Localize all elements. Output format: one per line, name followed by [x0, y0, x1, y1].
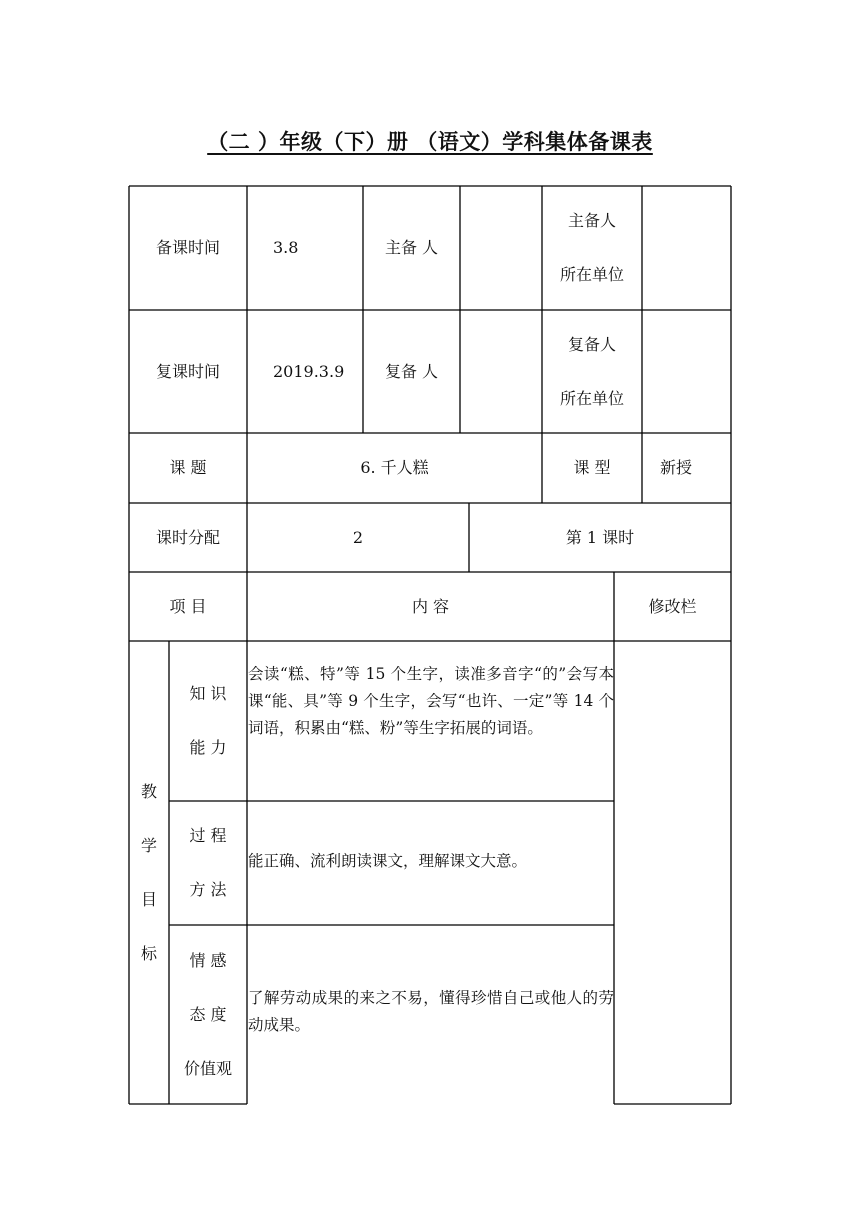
emotion-text: 了解劳动成果的来之不易，懂得珍惜自己或他人的劳动成果。	[248, 989, 614, 1034]
period-value: 第 1 课时	[565, 527, 635, 547]
review-preparer-label: 复备 人	[384, 361, 439, 381]
review-time-value: 2019.3.9	[273, 361, 345, 381]
review-unit-label-line2: 所在单位	[559, 388, 624, 408]
review-unit-label	[542, 310, 642, 433]
revision-header: 修改栏	[648, 596, 697, 616]
process-label-line2: 方 法	[189, 880, 227, 899]
main-unit-label-line2: 所在单位	[559, 265, 624, 284]
topic-label: 课 题	[169, 458, 207, 477]
main-unit-label	[542, 186, 642, 310]
hours-value: 2	[352, 527, 364, 547]
prep-time-label: 备课时间	[155, 238, 220, 257]
knowledge-label	[169, 641, 247, 801]
review-time-label: 复课时间	[155, 361, 220, 381]
main-preparer-label: 主备 人	[384, 238, 439, 257]
content-header: 内 容	[411, 596, 450, 616]
topic-value: 6. 千人糕	[360, 458, 429, 477]
main-unit-value	[642, 186, 731, 310]
emotion-label-line1: 情 感	[189, 950, 227, 970]
objectives-char-3: 目	[140, 889, 157, 909]
objectives-char-1: 教	[140, 781, 157, 801]
review-unit-value	[642, 310, 731, 433]
knowledge-label-line2: 能 力	[189, 738, 227, 757]
emotion-label	[169, 925, 247, 1104]
knowledge-label-line1: 知 识	[189, 684, 227, 703]
prep-time-value: 3.8	[273, 238, 299, 257]
lesson-type-value: 新授	[660, 458, 693, 477]
emotion-label-line2: 态 度	[189, 1004, 227, 1024]
main-unit-label-line1: 主备人	[567, 211, 616, 230]
knowledge-text: 会读“糕、特”等 15 个生字，读准多音字“的”会写本课“能、具”等 9 个生字，会写“也许、一定”等 14 个词语，积累由“糕、粉”等生字拓展的词语。	[248, 665, 614, 737]
process-label	[169, 801, 247, 925]
process-text: 能正确、流利朗读课文，理解课文大意。	[248, 852, 528, 870]
main-preparer-value	[460, 186, 542, 310]
page-title: （二 ）年级（下）册 （语文）学科集体备课表	[207, 129, 653, 154]
emotion-label-line3: 价值观	[183, 1058, 232, 1078]
objectives-char-4: 标	[140, 943, 157, 963]
objectives-group-label	[129, 641, 169, 1104]
review-unit-label-line1: 复备人	[567, 334, 616, 354]
objectives-char-2: 学	[140, 835, 157, 855]
review-preparer-value	[460, 310, 542, 433]
item-header: 项 目	[169, 596, 207, 616]
process-label-line1: 过 程	[189, 826, 227, 845]
hours-label: 课时分配	[155, 527, 220, 547]
lesson-type-label: 课 型	[573, 458, 611, 477]
